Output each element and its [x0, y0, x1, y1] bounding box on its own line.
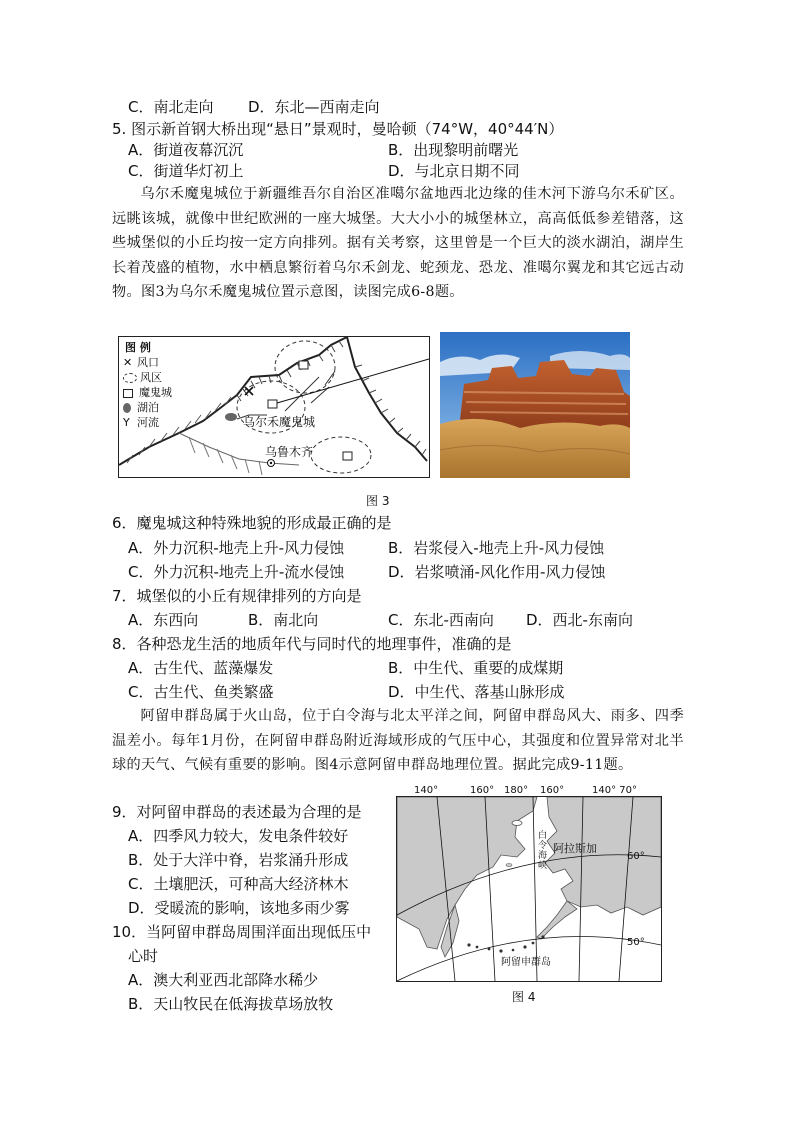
- q8-option-b: B．中生代、重要的成煤期: [388, 659, 564, 677]
- q6-option-c: C．外力沉积-地壳上升-流水侵蚀: [128, 563, 345, 581]
- legend-item-lake: 湖泊: [123, 400, 159, 415]
- q10-stem-line1: 10．当阿留申群岛周围洋面出现低压中: [112, 923, 372, 941]
- yardang-photo-drawing: [440, 332, 630, 478]
- lat-label-60: 60°: [627, 851, 645, 862]
- label-aleutian-islands: 阿留申群岛: [501, 957, 551, 968]
- legend-item-wind-area: 风区: [123, 370, 162, 385]
- q9-stem: 9．对阿留申群岛的表述最为合理的是: [112, 803, 362, 821]
- q5-option-a: A．街道夜幕沉沉: [128, 141, 244, 159]
- q6-option-b: B．岩浆侵入-地壳上升-风力侵蚀: [388, 539, 605, 557]
- q4-option-d: D．东北—西南走向: [248, 98, 380, 116]
- figure4-map: [396, 796, 662, 982]
- wind-area-icon: [123, 373, 137, 383]
- figure4-map-drawing: [397, 797, 661, 981]
- q8-stem: 8．各种恐龙生活的地质年代与同时代的地理事件，准确的是: [112, 635, 512, 653]
- legend-title: 图 例: [125, 341, 151, 354]
- lon-label-180: 180°: [504, 785, 529, 796]
- q10-option-b: B．天山牧民在低海拔草场放牧: [128, 995, 334, 1013]
- lake-icon: [123, 403, 131, 413]
- q7-stem: 7．城堡似的小丘有规律排列的方向是: [112, 587, 362, 605]
- square-icon: [123, 389, 133, 398]
- figure3-caption: 图 3: [366, 494, 390, 508]
- legend-item-devil-city: 魔鬼城: [123, 385, 172, 400]
- q9-option-d: D．受暖流的影响，该地多雨少雾: [128, 899, 350, 917]
- q7-option-d: D．西北-东南向: [526, 611, 633, 629]
- lon-label-140w: 140°: [414, 785, 439, 796]
- q6-option-a: A．外力沉积-地壳上升-风力侵蚀: [128, 539, 345, 557]
- legend-item-river: Y 河流: [123, 416, 159, 429]
- q5-stem: 5. 图示新首钢大桥出现“悬日”景观时，曼哈顿（74°W，40°44′N）: [112, 120, 564, 138]
- q5-option-b: B．出现黎明前曙光: [388, 141, 519, 159]
- q4-option-c: C．南北走向: [128, 98, 214, 116]
- yardang-photo: [440, 332, 630, 478]
- passage-aleutian: 阿留申群岛属于火山岛，位于白令海与北太平洋之间，阿留申群岛风大、雨多、四季温差小。每年1月份，在阿留申群岛附近海域形成的气压中心，其强度和位置异常对北半球的天气、气候有重要的影响。图4示意阿留申群岛地理位置。据此完成9-11题。: [112, 708, 684, 773]
- lat-label-50: 50°: [627, 937, 645, 948]
- lon-label-140-70: 140° 70°: [592, 785, 637, 796]
- label-alaska: 阿拉斯加: [553, 842, 597, 855]
- q8-option-a: A．古生代、蓝藻爆发: [128, 659, 274, 677]
- q10-stem-line2: 心时: [128, 947, 159, 965]
- q6-stem: 6．魔鬼城这种特殊地貌的形成最正确的是: [112, 514, 392, 532]
- label-wuerhe: 乌尔禾魔鬼城: [243, 415, 316, 429]
- q5-option-d: D．与北京日期不同: [388, 162, 520, 180]
- q8-option-d: D．中生代、落基山脉形成: [388, 683, 565, 701]
- q7-option-c: C．东北-西南向: [388, 611, 494, 629]
- q7-option-a: A．东西向: [128, 611, 199, 629]
- q6-option-d: D．岩浆喷涌-风化作用-风力侵蚀: [388, 563, 606, 581]
- q5-option-c: C．街道华灯初上: [128, 162, 244, 180]
- q9-option-a: A．四季风力较大，发电条件较好: [128, 827, 349, 845]
- river-icon: Y: [123, 416, 130, 429]
- wind-gap-icon: ✕: [123, 356, 133, 369]
- q9-option-b: B．处于大洋中脊，岩浆涌升形成: [128, 851, 349, 869]
- figure4-caption: 图 4: [512, 990, 536, 1004]
- q9-option-c: C．土壤肥沃，可种高大经济林木: [128, 875, 349, 893]
- passage-wuerhe: 乌尔禾魔鬼城位于新疆维吾尔自治区准噶尔盆地西北边缘的佳木河下游乌尔禾矿区。远眺该城，就像中世纪欧洲的一座大城堡。大大小小的城堡林立，高高低低参差错落，这些城堡似的小丘均按一定方向排列。据有关考察，这里曾是一个巨大的淡水湖泊，湖岸生长着茂盛的植物，水中栖息繁衍着乌尔禾剑龙、蛇颈龙、恐龙、准噶尔翼龙和其它远古动物。图3为乌尔禾魔鬼城位置示意图，读图完成6-8题。: [112, 186, 684, 300]
- lon-label-160w: 160°: [540, 785, 565, 796]
- legend-item-wind-gap: ✕ 风口: [123, 356, 159, 369]
- q10-option-a: A．澳大利亚西北部降水稀少: [128, 971, 319, 989]
- q7-option-b: B．南北向: [248, 611, 319, 629]
- q8-option-c: C．古生代、鱼类繁盛: [128, 683, 274, 701]
- label-bering-strait: 白 令 海 峡: [538, 831, 548, 871]
- label-urumqi: 乌鲁木齐: [265, 445, 314, 459]
- lon-label-160e: 160°: [470, 785, 495, 796]
- figure3-map: [118, 336, 430, 478]
